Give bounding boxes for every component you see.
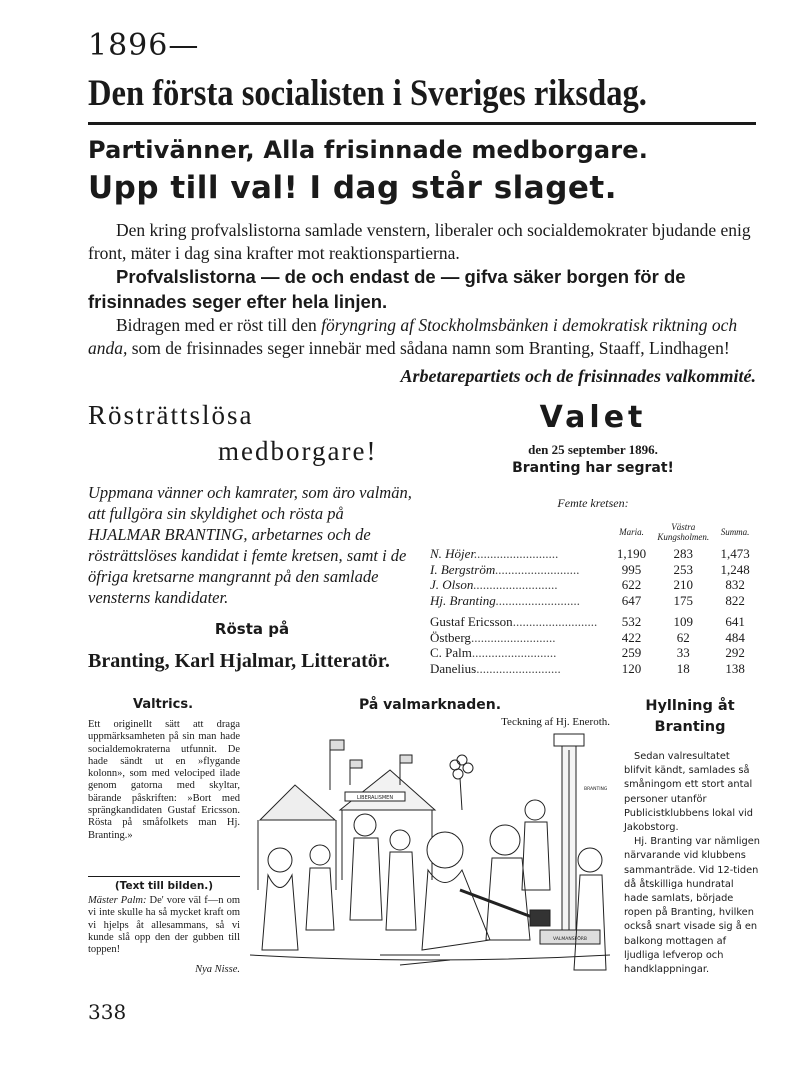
candidate-name [430,630,607,646]
candidate-name [430,593,607,609]
votes-summa [710,608,760,630]
year-heading: 1896— [88,28,200,63]
hyllning-paragraph-2: Hj. Branting var nämligen närvarande vid klubbens sammanträde. Vid 12-tiden då åtskilliga hundratal hade samlats, började ropen på Branting, hvilken också snart visade sig å en balkong mottagen af ljudliga lefverop och handklappningar. [624,836,760,976]
paragraph-3 [88,314,758,360]
result-row [430,593,760,609]
tent-left [260,785,335,820]
leader-dots: .......................... [495,561,580,577]
votes-summa-text: 138 [725,660,745,676]
valet-date: den 25 september 1896. [528,442,658,457]
paragraph-3-end: som de frisinnades seger innebär med sådana namn som Branting, Staaff, Lindhagen! [127,338,730,358]
votes-summa-text: 832 [725,577,745,592]
votes-vastra-kungsholmen-text: 175 [673,592,693,608]
valtrics-divider [88,876,240,877]
caption-title: (Text till bilden.) [114,880,214,892]
candidate-name [430,577,607,593]
call-line-1: Partivänner, Alla frisinnade medborgare. [88,136,649,164]
valtrics-body: Ett originellt sätt att draga uppmärksamheten på sin man hade socialdemokraterna utfunnit. De hade sändt ut en »flygande kolonn», som med velociped ilade genom gatorna med skyltar, bärande påskriften: »Bort med sprängkandidaten Gustaf Ericsson. Rösta på småfolkets man Hj. Branting.» [88,719,240,841]
candidate-name-text: Hj. Branting [430,592,496,608]
votes-vastra-kungsholmen-text: 210 [673,577,693,592]
votes-summa [710,645,760,661]
candidate-name [430,546,607,562]
results-header-maria: Maria. [619,527,644,537]
results-body [430,546,760,676]
election-market-cartoon [250,730,610,980]
results-header-name [430,522,607,546]
votes-maria-text: 622 [621,577,642,592]
candidate-name-text: J. Olson [430,577,474,592]
votes-vastra-kungsholmen [656,562,710,578]
results-header-vk: Västra Kungsholmen. [657,522,710,542]
result-row [430,608,760,630]
votes-summa-text: 1,473 [720,546,750,561]
votes-vastra-kungsholmen [656,645,710,661]
cartoon-sign-base: VALMANSFÖRB [553,937,587,942]
votes-maria-text: 120 [621,660,642,676]
result-row [430,577,760,593]
leader-dots: .......................... [512,614,598,629]
caption-text: De' vore väl f—n om vi inte skulle ha så mycket kraft om vi hjelps åt allesammans, så vi kunde slå opp den der gubben till toppen! [88,895,240,956]
candidate-name [430,608,607,630]
votes-vastra-kungsholmen [656,630,710,646]
votes-maria [607,645,657,661]
valtrics-title: Valtrics. [132,697,194,712]
district-label: Femte kretsen: [557,496,629,510]
result-row [430,645,760,661]
balloons-icon [450,755,473,810]
votes-maria [607,593,657,609]
votes-maria [607,546,657,562]
cartoon-title: På valmarknaden. [358,697,502,713]
rosta-pa-label: Rösta på [214,620,290,638]
votes-vastra-kungsholmen [656,661,710,677]
votes-maria-text: 1,190 [616,546,647,561]
leader-dots: .......................... [473,577,558,592]
candidate-line: Branting, Karl Hjalmar, Litteratör. [88,650,390,672]
hyllning-title: Hyllning åt Branting [645,698,735,735]
candidate-name-text: C. Palm [430,645,472,660]
leader-dots: .......................... [495,592,581,608]
result-row [430,630,760,646]
leader-dots: .......................... [470,629,556,645]
valet-segrat: Branting har segrat! [512,460,674,476]
hyllning-body [624,750,760,977]
votes-maria-text: 259 [621,645,642,660]
call-line-2: Upp till val! I dag står slaget. [88,170,618,206]
votes-vastra-kungsholmen [656,577,710,593]
votes-summa-text: 822 [725,592,745,608]
votes-maria [607,562,657,578]
candidate-name-text: Gustaf Ericsson [430,614,513,629]
paragraph-3-start: Bidragen med er röst till den [116,315,322,335]
tent-center [340,770,435,810]
valet-title: Valet [539,400,647,435]
leader-dots: .......................... [476,660,561,676]
candidate-name-text: N. Höjer [430,546,475,561]
votes-maria [607,661,657,677]
votes-vastra-kungsholmen-text: 109 [673,614,693,629]
caption-speaker: Mäster Palm: [88,895,147,906]
votes-vastra-kungsholmen [656,608,710,630]
votes-summa-text: 641 [725,614,745,629]
votes-summa [710,661,760,677]
votes-summa-text: 1,248 [720,561,750,577]
result-row [430,546,760,562]
rostratt-body: Uppmana vänner och kamrater, som äro valmän, att fullgöra sin skyldighet och rösta på HJALMAR BRANTING, arbetarnes och de rösträttslöses kandidat i femte kretsen, samt i de öfriga kretsarne mangrannt på den samlade vensterns kandidater. [88,483,412,607]
cartoon-credit: Teckning af Hj. Eneroth. [501,716,610,728]
votes-summa [710,630,760,646]
committee-signature: Arbetarepartiets och de frisinnades valkommité. [400,366,756,386]
candidate-name-text: Östberg [430,629,471,645]
rostratt-title-1: Rösträttslösa [88,400,254,430]
votes-summa [710,546,760,562]
leader-dots: .......................... [471,645,557,660]
votes-maria [607,577,657,593]
candidate-name-text: Danelius [430,660,477,676]
votes-vastra-kungsholmen [656,593,710,609]
caption-body [88,895,240,956]
hyllning-paragraph-1: Sedan valresultatet blifvit kändt, samlades så småningom ett stort antal personer utanför Publicistklubbens lokal vid Jakobstorg. [624,751,753,834]
page-headline: Den första socialisten i Sveriges riksdag. [88,73,647,114]
votes-vastra-kungsholmen-text: 283 [673,546,693,561]
page-number: 338 [88,1000,127,1024]
votes-vastra-kungsholmen-text: 18 [676,660,690,676]
votes-maria-text: 532 [621,614,642,629]
paragraph-2: Profvalslistorna — de och endast de — gifva säker borgen för de frisinnades seger efter hela linjen. [88,266,686,312]
results-header-summa: Summa. [720,527,750,537]
votes-maria-text: 422 [621,629,642,645]
results-header-row [430,522,760,546]
cartoon-sign-branting: BRANTING [584,787,608,792]
votes-maria-text: 647 [621,592,642,608]
votes-vastra-kungsholmen-text: 253 [673,561,693,577]
rostratt-title-2: medborgare! [218,436,378,466]
votes-summa [710,577,760,593]
votes-summa [710,593,760,609]
headline-rule [88,122,756,125]
paragraph-1: Den kring profvalslistorna samlade venstern, liberaler och socialdemokrater bjudande enig front, mäter i dag sina krafter mot reaktionspartierna. [88,220,751,263]
votes-vastra-kungsholmen-text: 62 [676,629,690,645]
votes-summa-text: 484 [725,629,745,645]
leader-dots: .......................... [474,546,559,561]
candidate-name-text: I. Bergström [430,561,496,577]
votes-vastra-kungsholmen-text: 33 [676,645,690,660]
votes-vastra-kungsholmen [656,546,710,562]
caption-signature: Nya Nisse. [195,964,240,975]
votes-maria [607,630,657,646]
result-row [430,661,760,677]
votes-maria-text: 995 [621,561,642,577]
candidate-name [430,562,607,578]
candidate-name [430,645,607,661]
votes-summa-text: 292 [725,645,745,660]
result-row [430,562,760,578]
results-table [430,522,760,676]
paragraph-3-emphasis: föryngring af Stockholmsbänken i demokratisk riktning och anda, [88,315,738,358]
votes-summa [710,562,760,578]
candidate-name [430,661,607,677]
votes-maria [607,608,657,630]
cartoon-sign-liberalismen: LIBERALISMEN [356,795,394,801]
